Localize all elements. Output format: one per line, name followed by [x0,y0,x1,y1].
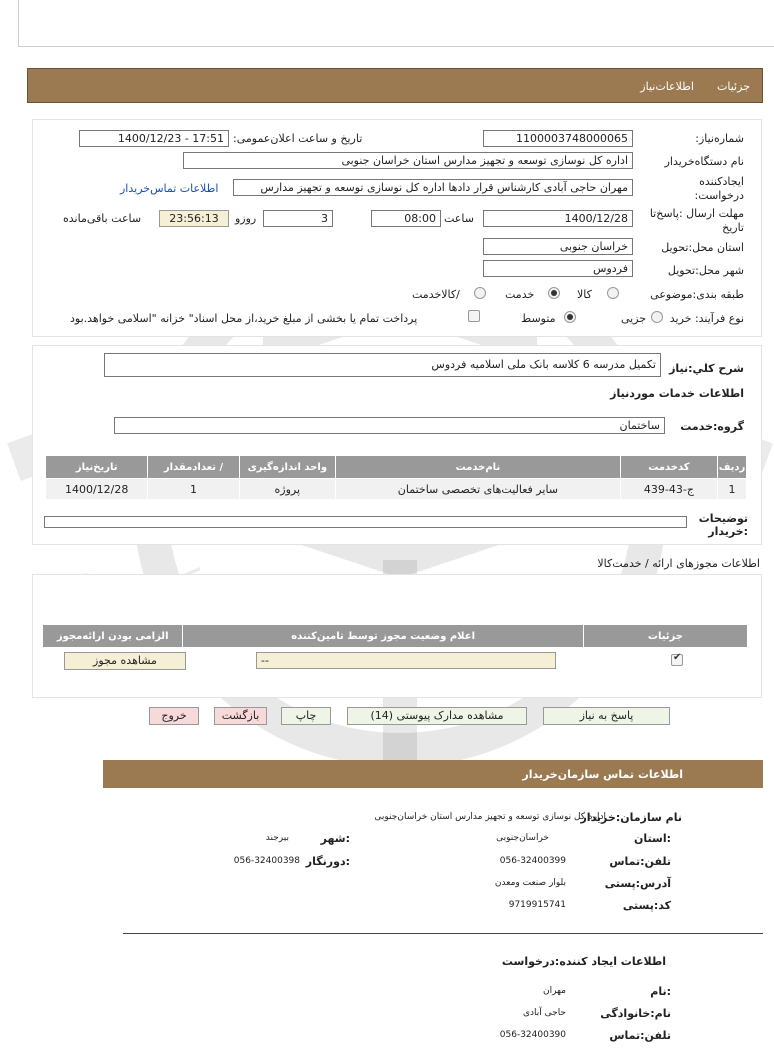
org-label: نام سازمان:خریدار [580,811,682,824]
fax-label: :دورنگار [305,855,350,868]
postal-label: کد:پستی [622,899,671,912]
permits-title: اطلاعات مجوزهای ارائه / خدمت‌کالا [597,557,760,570]
creator-family-value: حاجی آبادی [522,1008,566,1018]
deadline-label: مهلت ارسال :پاسخ‌تا [649,207,744,220]
announce-date-field: 1400/12/23 - 17:51 [79,130,229,147]
creator-phone-label: تلفن:تماس [609,1029,671,1042]
col-name: نام‌خدمت [335,456,620,479]
city-field: فردوس [483,260,633,277]
col-qty: / تعدادمقدار [148,456,239,479]
buyer-notes-label-2: :خریدار [708,525,748,538]
creator-field: مهران حاجی آبادی کارشناس قرار دادها اداره کل نوسازی توسعه و تجهیز مدارس [233,179,633,196]
col-unit: واحد اندازه‌گیری [239,456,335,479]
page-border-top [18,46,774,47]
col-permit-status: اعلام وضعیت مجوز توسط تامین‌کننده [183,625,584,648]
creator-label: ایجادکننده [699,175,744,188]
buyer-contact-link[interactable]: اطلاعات تماس‌خریدار [120,182,219,195]
creator-phone-value: 056-32400390 [499,1030,566,1040]
page-header [27,68,763,103]
cell-name: سایر فعالیت‌های تخصصی ساختمان [335,479,620,500]
page-border-left [18,0,19,47]
cell-row: 1 [718,479,747,500]
contact-header [103,760,763,788]
check-icon: ✔ [673,652,682,663]
reply-button[interactable]: پاسخ به نیاز [543,707,670,725]
payment-checkbox[interactable] [468,310,480,322]
exit-button[interactable]: خروج [149,707,199,725]
contact-divider [123,933,763,934]
buyer-notes-label: توضیحات [698,512,748,525]
services-table [45,455,747,500]
contact-province-label: :استان [634,832,671,845]
time-label: ساعت [444,212,474,225]
need-number-field: 1100003748000065 [483,130,633,147]
need-info-tab[interactable]: اطلاعات‌نیاز [640,80,694,93]
announce-label: تاریخ و ساعت اعلان‌عمومی: [233,132,363,145]
details-tab[interactable]: جزئیات [717,80,750,93]
cell-qty: 1 [148,479,239,500]
province-label: استان محل:تحویل [661,241,744,254]
process-medium-label: متوسط [521,312,556,325]
cell-code: ج-43-439 [620,479,717,500]
process-label: نوع فرآیند: خرید [669,312,744,325]
col-permit-details: جزئیات [583,625,747,648]
remaining-time-field: 23:56:13 [159,210,229,227]
category-goods-service-radio[interactable] [474,287,486,299]
col-permit-required: الزامی بودن ارائه‌مجوز [43,625,183,648]
process-medium-radio[interactable] [564,311,576,323]
category-goods-radio[interactable] [607,287,619,299]
address-label: آدرس:پستی [604,877,671,890]
creator-label-2: درخواست: [694,189,744,202]
payment-note: پرداخت تمام یا بخشی از مبلغ خرید،از محل اسناد" خزانه "اسلامی خواهد.بود [70,312,418,325]
summary-label: شرح کلي:نیاز [669,362,744,375]
buyer-notes-field [44,516,687,528]
group-field: ساختمان [114,417,665,434]
creator-name-value: مهران [542,986,566,996]
contact-city-value: بیرجند [265,833,289,843]
address-value: بلوار صنعت ومعدن [494,878,566,888]
buyer-field: اداره کل نوسازی توسعه و تجهیز مدارس استان خراسان جنوبی [183,152,633,169]
deadline-time-field: 08:00 [371,210,441,227]
deadline-date-field: 1400/12/28 [483,210,633,227]
days-label: روزو [235,212,257,225]
creator-name-label: :نام [650,985,671,998]
table-row [46,479,747,500]
col-row: ردیف [718,456,747,479]
contact-header-title: اطلاعات تماس سازمان‌خریدار [522,768,683,781]
creator-info-title: اطلاعات ایجاد کننده:درخواست [501,955,666,968]
contact-city-label: :شهر [320,832,350,845]
col-date: تاریخ‌نیاز [46,456,148,479]
services-title: اطلاعات خدمات موردنیاز [610,387,744,400]
print-button[interactable]: چاپ [281,707,331,725]
postal-value: 9719915741 [508,900,566,910]
process-minor-radio[interactable] [651,311,663,323]
group-label: گروه:خدمت [680,420,744,433]
category-service-label: خدمت [505,288,535,301]
category-label: طبقه بندی:موضوعی [650,288,744,301]
buyer-label: نام دستگاه‌خریدار [664,155,744,168]
city-label: شهر محل:تحویل [667,264,744,277]
org-value: اداره کل نوسازی توسعه و تجهیز مدارس استان خراسان‌جنوبی [374,812,606,822]
permit-required-checkbox[interactable] [671,654,683,666]
permits-table-header [43,625,748,648]
attachments-button[interactable]: مشاهده مدارک پیوستی (14) [347,707,527,725]
phone-label: تلفن:تماس [609,855,671,868]
summary-field: تکمیل مدرسه 6 کلاسه بانک ملی اسلامیه فردوس [104,353,661,377]
category-goods-service-label: /کالاخدمت [412,288,460,301]
col-code: کدخدمت [620,456,717,479]
process-minor-label: جزیی [621,312,647,325]
category-goods-label: کالا [577,288,592,301]
view-permit-button[interactable]: مشاهده مجوز [64,652,186,670]
cell-unit: پروژه [239,479,335,500]
category-service-radio[interactable] [548,287,560,299]
need-number-label: شماره‌نیاز: [695,132,744,145]
fax-value: 056-32400398 [233,856,300,866]
cell-date: 1400/12/28 [46,479,148,500]
contact-province-value: خراسان‌جنوبی [496,833,549,843]
permit-status-field: -- [256,652,556,669]
province-field: خراسان جنوبی [483,238,633,255]
phone-value: 056-32400399 [499,856,566,866]
back-button[interactable]: بازگشت [214,707,267,725]
days-field: 3 [263,210,333,227]
services-table-header [46,456,747,479]
deadline-label-2: تاریخ [722,221,744,234]
creator-family-label: نام:خانوادگی [600,1007,671,1020]
remaining-label: ساعت باقی‌مانده [63,212,142,225]
cell-permit-details [583,648,747,669]
